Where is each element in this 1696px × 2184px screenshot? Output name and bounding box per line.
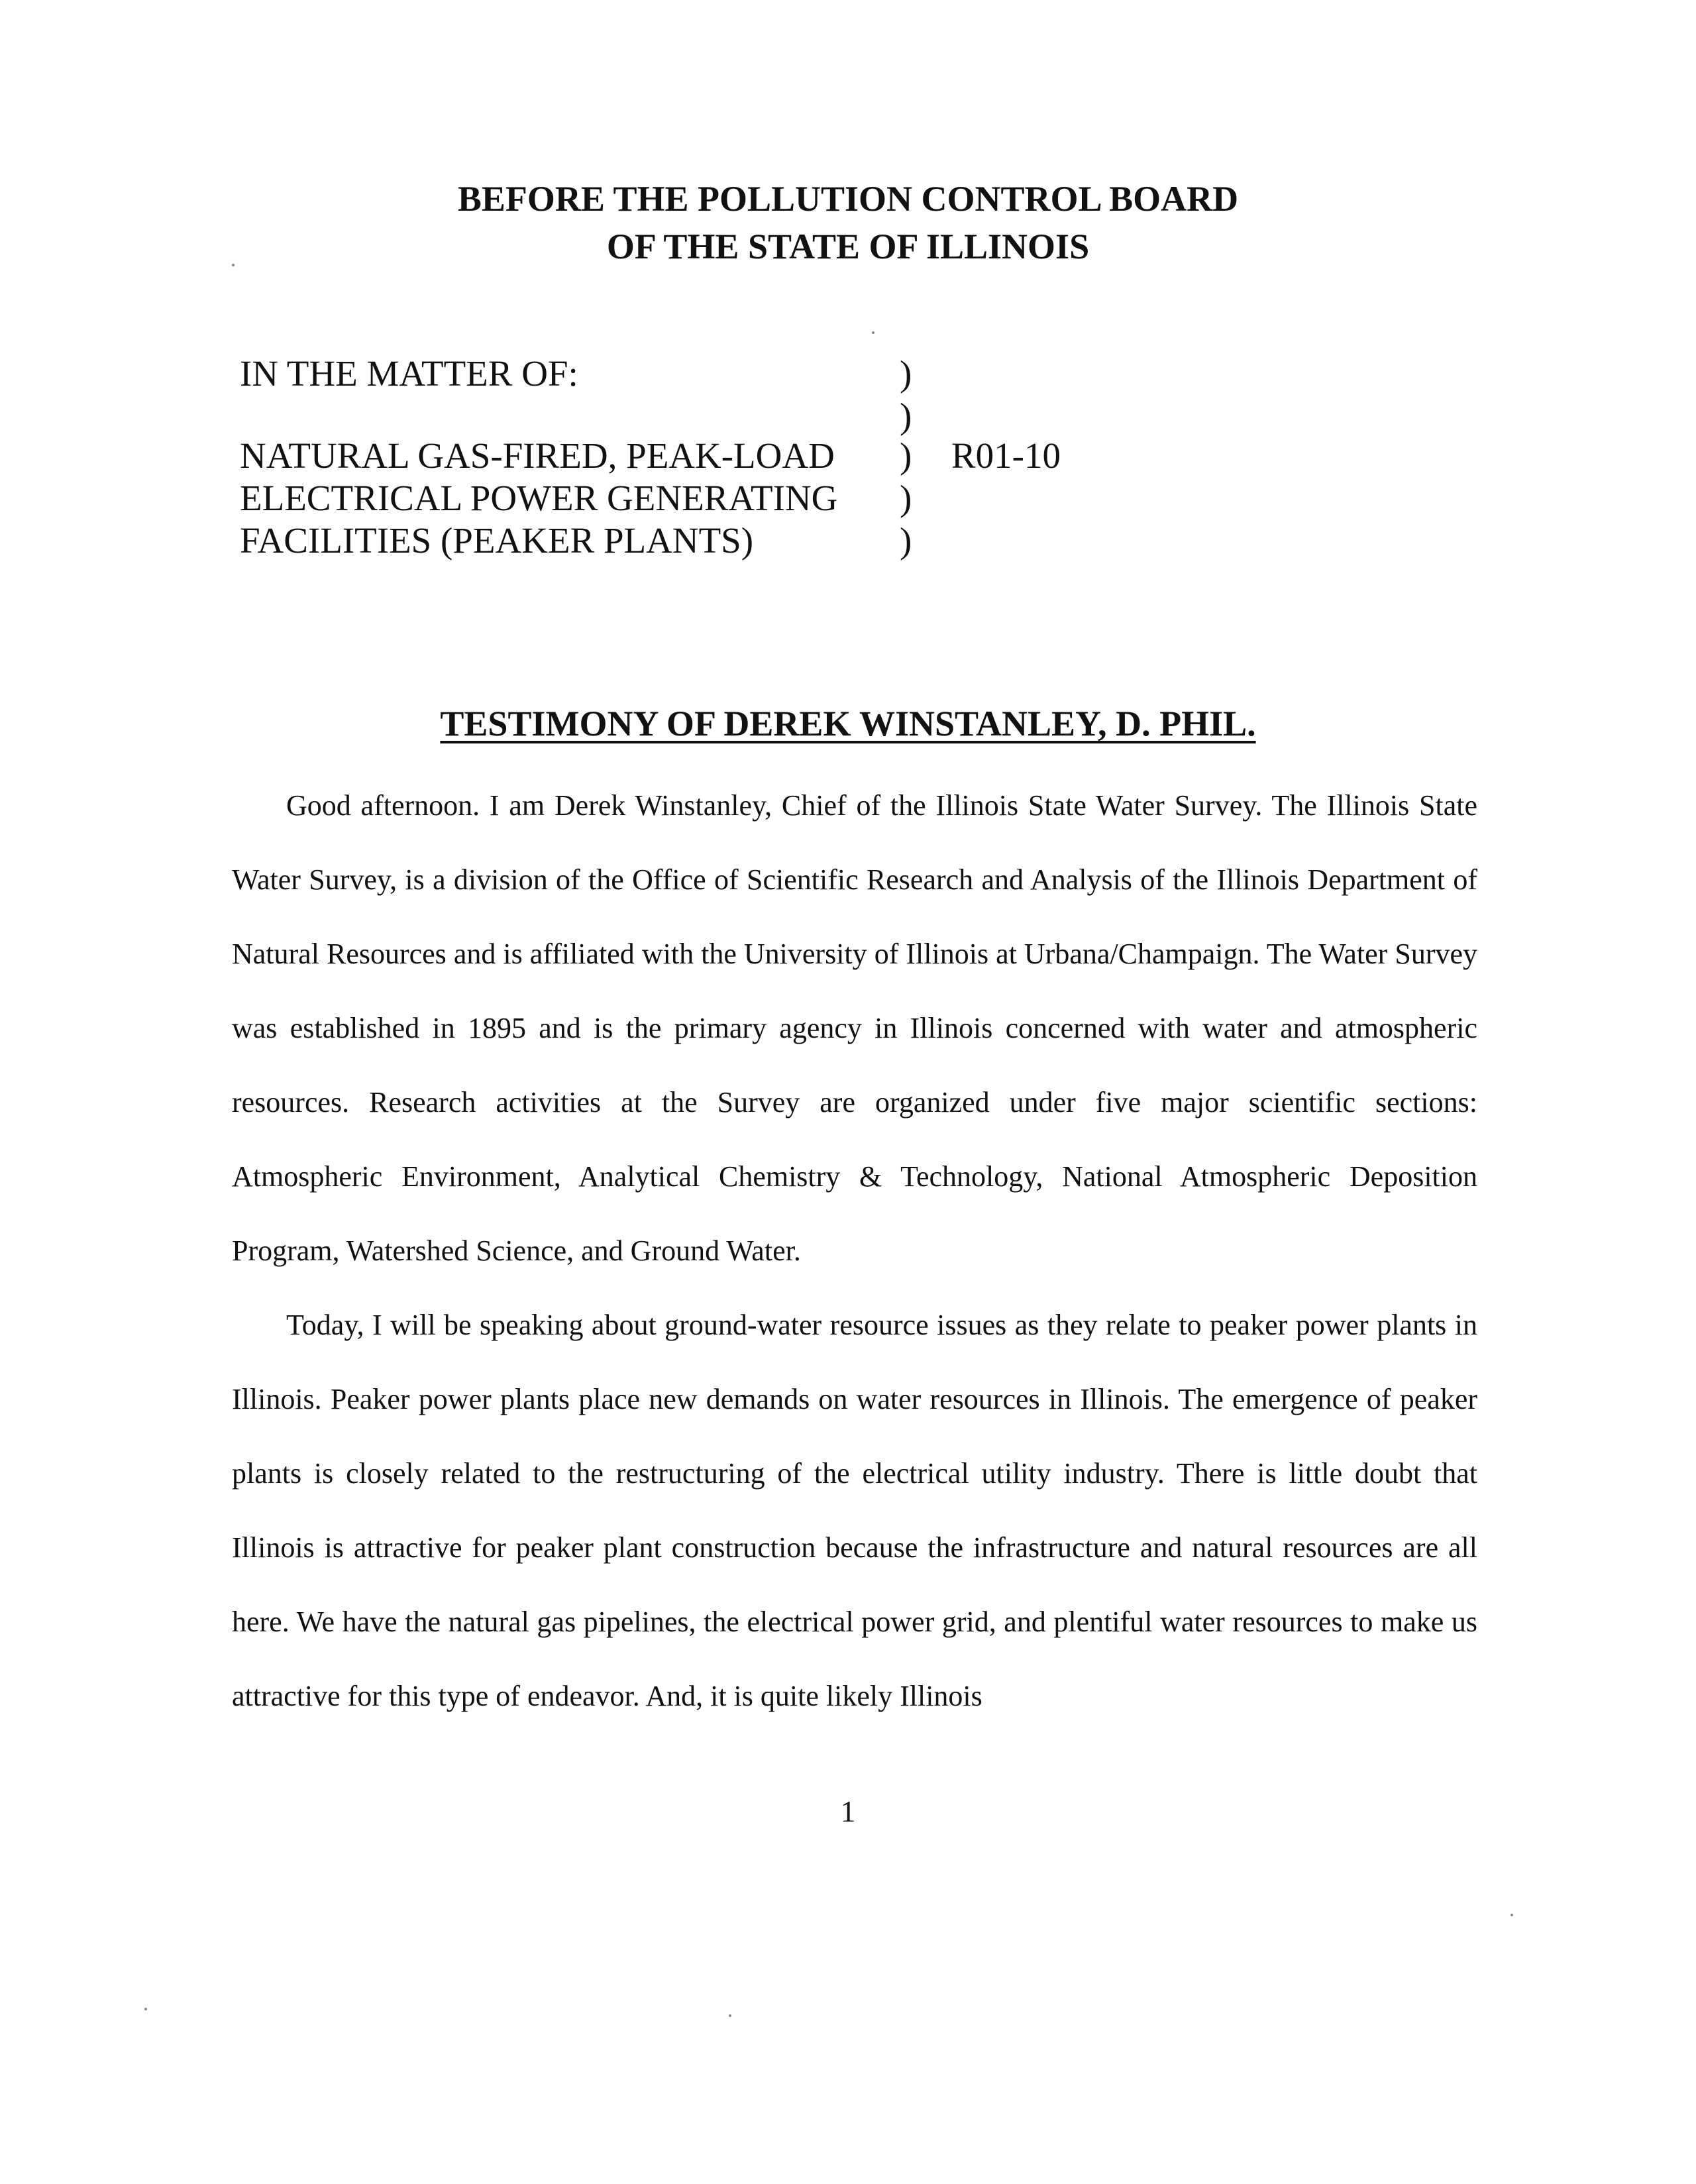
court-heading-line-2: OF THE STATE OF ILLINOIS [606,227,1090,266]
matter-label: IN THE MATTER OF: [240,353,578,394]
caption-subject-line-1: NATURAL GAS-FIRED, PEAK-LOAD [240,435,835,476]
court-heading-line-1: BEFORE THE POLLUTION CONTROL BOARD [457,179,1239,219]
scan-speck [232,264,235,266]
scan-speck [144,2008,147,2010]
caption-subject-line-3: FACILITIES (PEAKER PLANTS) [240,520,754,561]
docket-number: R01-10 [951,435,1061,476]
caption-paren: ) [900,396,912,436]
testimony-title [0,700,1696,747]
caption-paren: ) [900,520,912,561]
caption-paren: ) [900,478,912,518]
caption-subject-line-2: ELECTRICAL POWER GENERATING [240,478,838,518]
testimony-title-text: TESTIMONY OF DEREK WINSTANLEY, D. PHIL. [440,704,1256,743]
caption-paren: ) [900,353,912,394]
scan-speck [1510,1914,1513,1916]
page-number: 1 [840,1794,856,1828]
paragraph-1: Good afternoon. I am Derek Winstanley, Chief of the Illinois State Water Survey. The Illinois State Water Survey, is a division of the Office of Scientific Research and Analysis of the Illinois Department of Natural Resources and is affiliated with the University of Illinois at Urbana/Champaign. The Water Survey was established in 1895 and is the primary agency in Illinois concerned with water and atmospheric resources. Research activities at the Survey are organized under five major scientific sections: Atmospheric Environment, Analytical Chemistry & Technology, National Atmospheric Deposition Program, Watershed Science, and Ground Water. [232,789,1477,1267]
court-heading [0,175,1696,270]
scan-speck [872,331,874,334]
paragraph-2: Today, I will be speaking about ground-water resource issues as they relate to peaker power plants in Illinois. Peaker power plants place new demands on water resources in Illinois. The emergence of peaker plants is closely related to the restructuring of the electrical utility industry. There is little doubt that Illinois is attractive for peaker plant construction because the infrastructure and natural resources are all here. We have the natural gas pipelines, the electrical power grid, and plentiful water resources to make us attractive for this type of endeavor. And, it is quite likely Illinois [232,1309,1477,1712]
scan-speck [729,2014,731,2017]
caption-paren: ) [900,435,912,476]
